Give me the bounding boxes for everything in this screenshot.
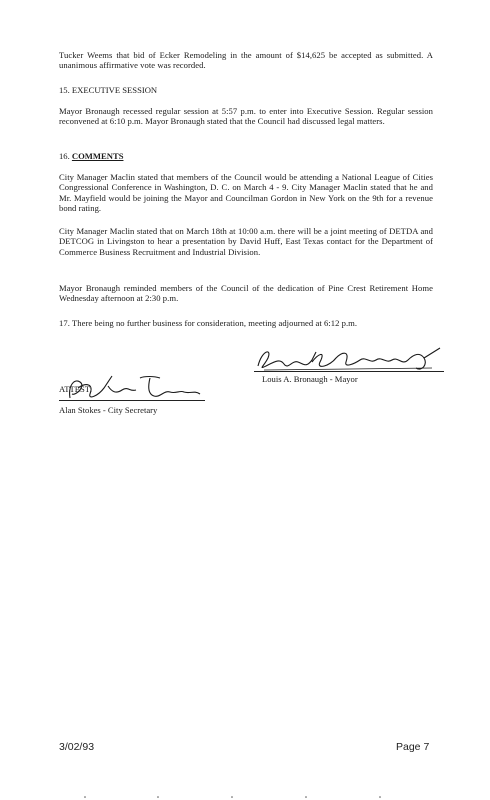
scan-edge-marks [0, 795, 490, 799]
section-heading-executive-session [59, 85, 157, 95]
motion-paragraph: Tucker Weems that bid of Ecker Remodeling in the amount of $14,625 be accepted as submitted. A unanimous affirmative vote was recorded. [59, 50, 433, 71]
executive-session-paragraph: Mayor Bronaugh recessed regular session at 5:57 p.m. to enter into Executive Session. Regular session reconvened at 6:10 p.m. Mayor Bronaugh stated that the Council had discussed legal matters. [59, 106, 433, 127]
section-heading-comments [59, 151, 123, 161]
section-number: 15. [59, 85, 70, 95]
comments-paragraph-conference: City Manager Maclin stated that members of the Council would be attending a National League of Cities Congressional Conference in Washington, D. C. on March 4 - 9. City Manager Maclin stated that he and Mr. Mayfield would be joining the Mayor and Councilman Gordon in New York on the 9th for a revenue bond rating. [59, 172, 433, 214]
section-title: EXECUTIVE SESSION [71, 85, 158, 95]
section-title: COMMENTS [71, 151, 124, 161]
section-number: 16. [59, 151, 70, 161]
adjournment-paragraph: 17. There being no further business for consideration, meeting adjourned at 6:12 p.m. [59, 318, 358, 328]
comments-paragraph-joint-meeting: City Manager Maclin stated that on March 18th at 10:00 a.m. there will be a joint meeting of DETDA and DETCOG in Livingston to hear a presentation by David Huff, East Texas contact for the Department of Commerce Business Recruitment and Industrial Division. [59, 226, 433, 257]
comments-paragraph-dedication: Mayor Bronaugh reminded members of the Council of the dedication of Pine Crest Retirement Home Wednesday afternoon at 2:30 p.m. [59, 283, 433, 304]
attest-label: ATTEST: [59, 384, 92, 394]
footer-date: 3/02/93 [59, 741, 95, 753]
mayor-signature-line [254, 371, 444, 372]
secretary-signature-line [59, 400, 205, 401]
footer-page-number: Page 7 [396, 741, 430, 753]
mayor-name: Louis A. Bronaugh - Mayor [262, 374, 358, 384]
secretary-signature-scribble [64, 372, 204, 402]
secretary-name: Alan Stokes - City Secretary [59, 405, 158, 415]
